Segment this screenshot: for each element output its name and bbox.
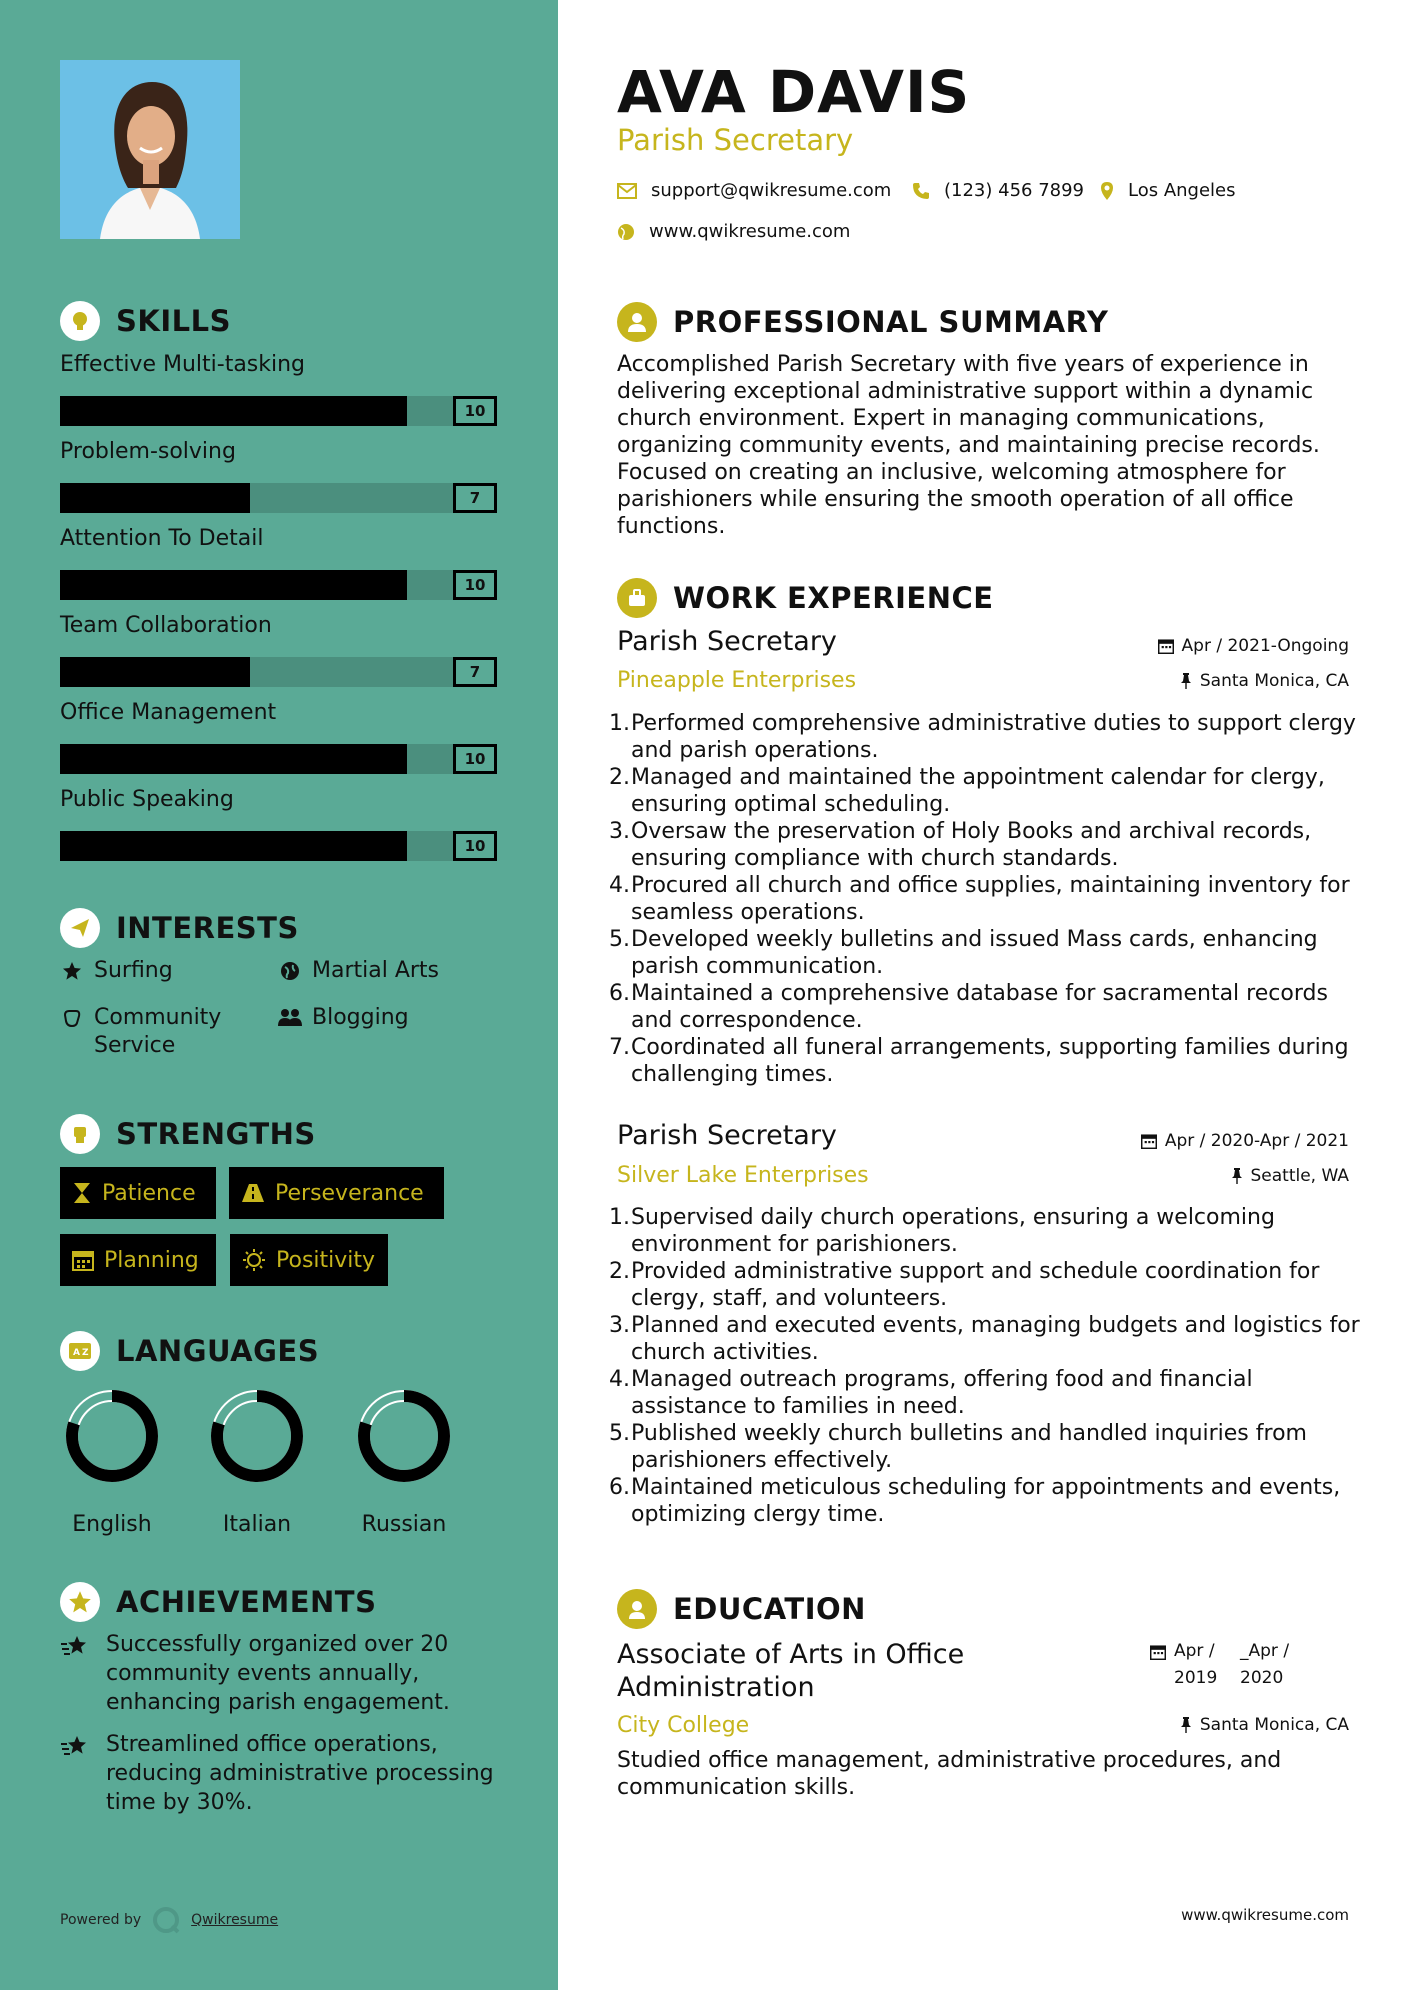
globe-icon — [278, 957, 302, 985]
skill-item — [60, 524, 497, 600]
lightbulb-icon — [60, 301, 100, 341]
education-description: Studied office management, administrative procedures, and communication skills. — [617, 1748, 1282, 1800]
achievements-header — [60, 1582, 376, 1622]
bullet-text: Planned and executed events, managing budgets and logistics for church activities. — [631, 1313, 1360, 1365]
star-icon — [60, 1630, 94, 1717]
job-company: Pineapple Enterprises — [617, 668, 857, 693]
contact-website: www.qwikresume.com — [617, 221, 850, 242]
bullet-text: Oversaw the preservation of Holy Books and archival records, ensuring compliance with church standards. — [631, 819, 1312, 871]
job-bullet — [609, 1420, 1367, 1474]
interests-title: INTERESTS — [116, 911, 299, 945]
skill-item — [60, 698, 497, 774]
footer-url[interactable]: www.qwikresume.com — [1181, 1906, 1349, 1924]
job-bullet — [609, 872, 1367, 926]
paper-plane-icon — [60, 908, 100, 948]
contact-phone: (123) 456 7899 — [912, 180, 1084, 201]
job-location: Seattle, WA — [1231, 1166, 1350, 1186]
language-name: English — [72, 1512, 152, 1537]
skill-name: Public Speaking — [60, 787, 234, 812]
language-level-ring — [62, 1386, 162, 1486]
job-dates: Apr / 2021-Ongoing — [1158, 636, 1349, 656]
achievements-title: ACHIEVEMENTS — [116, 1585, 377, 1619]
bullet-number: 5. — [609, 1421, 630, 1446]
profile-photo — [60, 60, 240, 239]
bullet-number: 2. — [609, 765, 630, 790]
job-bullet — [609, 764, 1367, 818]
graduate-icon — [617, 1589, 657, 1629]
skill-item — [60, 350, 497, 426]
job-bullet — [609, 980, 1367, 1034]
job-bullet — [609, 818, 1367, 872]
language-name: Italian — [222, 1512, 292, 1537]
users-icon — [278, 1004, 302, 1032]
contact-location: Los Angeles — [1100, 180, 1236, 201]
work-header — [617, 578, 994, 618]
bullet-number: 1. — [609, 1205, 630, 1230]
calendar-icon — [72, 1249, 94, 1271]
bullet-number: 2. — [609, 1259, 630, 1284]
skill-bar-fill — [60, 396, 407, 426]
skill-bar — [60, 396, 497, 426]
bullet-number: 6. — [609, 1475, 630, 1500]
job-bullets — [609, 710, 1367, 1088]
skill-name: Problem-solving — [60, 439, 236, 464]
summary-header — [617, 302, 1108, 342]
work-title: WORK EXPERIENCE — [673, 581, 994, 615]
job-bullet — [609, 1204, 1367, 1258]
calendar-icon — [1158, 638, 1174, 654]
calendar-icon — [1141, 1133, 1157, 1149]
star-icon — [60, 957, 84, 985]
skill-bar — [60, 831, 497, 861]
bullet-text: Supervised daily church operations, ensuring a welcoming environment for parishioners. — [631, 1205, 1275, 1257]
bullet-text: Coordinated all funeral arrangements, supporting families during challenging times. — [631, 1035, 1349, 1087]
language-level-ring — [207, 1386, 307, 1486]
skill-level-value: 7 — [453, 483, 497, 513]
strength-chip: Perseverance — [229, 1167, 444, 1219]
education-header — [617, 1589, 866, 1629]
user-icon — [617, 302, 657, 342]
bullet-number: 5. — [609, 927, 630, 952]
skill-bar-fill — [60, 483, 250, 513]
candidate-role: Parish Secretary — [617, 123, 854, 157]
languages-header — [60, 1331, 319, 1371]
bullet-text: Managed outreach programs, offering food and financial assistance to families in need. — [631, 1367, 1253, 1419]
map-pin-icon — [1100, 181, 1114, 201]
language-level-ring — [354, 1386, 454, 1486]
skill-level-value: 10 — [453, 744, 497, 774]
strengths-header — [60, 1114, 316, 1154]
skill-bar — [60, 657, 497, 687]
language-item — [344, 1386, 464, 1537]
job-company: Silver Lake Enterprises — [617, 1163, 869, 1188]
envelope-icon — [617, 183, 637, 199]
pushpin-icon — [1180, 673, 1192, 689]
job-title: Parish Secretary — [617, 626, 837, 657]
contact-email: support@qwikresume.com — [617, 180, 891, 201]
bullet-text: Published weekly church bulletins and handled inquiries from parishioners effectively. — [631, 1421, 1307, 1473]
strength-chip: Planning — [60, 1234, 216, 1286]
briefcase-icon — [617, 578, 657, 618]
bullet-number: 1. — [609, 711, 630, 736]
road-icon — [241, 1183, 265, 1203]
achievement-item: Streamlined office operations, reducing administrative processing time by 30%. — [60, 1730, 500, 1817]
job-bullet — [609, 1366, 1367, 1420]
bullet-number: 6. — [609, 981, 630, 1006]
language-item — [52, 1386, 172, 1537]
skill-item — [60, 785, 497, 861]
job-bullets — [609, 1204, 1367, 1528]
fist-icon — [60, 1114, 100, 1154]
language-icon — [60, 1331, 100, 1371]
calendar-icon — [1150, 1644, 1166, 1660]
job-bullet — [609, 1034, 1367, 1088]
qwikresume-logo-icon — [151, 1905, 181, 1935]
sun-icon — [242, 1248, 266, 1272]
strength-chip: Positivity — [230, 1234, 388, 1286]
strength-chip: Patience — [60, 1167, 216, 1219]
bullet-number: 4. — [609, 1367, 630, 1392]
skill-level-value: 10 — [453, 570, 497, 600]
job-dates: Apr / 2020-Apr / 2021 — [1141, 1131, 1349, 1151]
education-location: Santa Monica, CA — [1180, 1715, 1349, 1735]
summary-title: PROFESSIONAL SUMMARY — [673, 305, 1109, 339]
powered-by: Powered by Qwikresume — [60, 1905, 278, 1935]
interests-header — [60, 908, 299, 948]
skill-bar — [60, 483, 497, 513]
degree-title: Associate of Arts in Office Administration — [617, 1639, 965, 1703]
job-bullet — [609, 1474, 1367, 1528]
strengths-title: STRENGTHS — [116, 1117, 316, 1151]
skill-level-value: 10 — [453, 831, 497, 861]
bullet-text: Provided administrative support and schedule coordination for clergy, staff, and volunteers. — [631, 1259, 1320, 1311]
school-name: City College — [617, 1713, 750, 1738]
svg-text:Z: Z — [82, 1348, 89, 1358]
education-dates: Apr / 2019 _Apr / 2020 — [1150, 1638, 1300, 1692]
interest-item: Surfing — [60, 957, 173, 985]
sidebar — [0, 0, 558, 1990]
bullet-text: Procured all church and office supplies, maintaining inventory for seamless operations. — [631, 873, 1350, 925]
language-name: Russian — [361, 1512, 447, 1537]
skill-level-value: 10 — [453, 396, 497, 426]
bullet-text: Performed comprehensive administrative duties to support clergy and parish operations. — [631, 711, 1356, 763]
bullet-text: Maintained a comprehensive database for sacramental records and correspondence. — [631, 981, 1328, 1033]
job-bullet — [609, 1258, 1367, 1312]
language-item — [197, 1386, 317, 1537]
hand-icon — [60, 1004, 84, 1032]
skill-name: Effective Multi-tasking — [60, 352, 306, 377]
job-bullet — [609, 1312, 1367, 1366]
skill-bar-fill — [60, 657, 250, 687]
interest-item: Community Service — [60, 1004, 260, 1060]
interest-item: Martial Arts — [278, 957, 439, 985]
skill-item — [60, 611, 497, 687]
svg-text:A: A — [73, 1348, 80, 1358]
skill-level-value: 7 — [453, 657, 497, 687]
interest-item: Blogging — [278, 1004, 409, 1032]
job-bullet — [609, 926, 1367, 980]
star-icon — [60, 1730, 94, 1817]
skill-bar-fill — [60, 744, 407, 774]
job-location: Santa Monica, CA — [1180, 671, 1349, 691]
bullet-number: 7. — [609, 1035, 630, 1060]
bullet-number: 4. — [609, 873, 630, 898]
pushpin-icon — [1231, 1168, 1243, 1184]
bullet-text: Maintained meticulous scheduling for appointments and events, optimizing clergy time. — [631, 1475, 1341, 1527]
brand-link[interactable]: Qwikresume — [191, 1912, 279, 1928]
bullet-number: 3. — [609, 1313, 630, 1338]
bullet-text: Managed and maintained the appointment calendar for clergy, ensuring optimal scheduling. — [631, 765, 1325, 817]
skill-bar-fill — [60, 831, 407, 861]
skill-bar-fill — [60, 570, 407, 600]
skill-name: Attention To Detail — [60, 526, 264, 551]
skill-name: Office Management — [60, 700, 277, 725]
globe-icon — [617, 223, 635, 241]
bullet-text: Developed weekly bulletins and issued Mass cards, enhancing parish communication. — [631, 927, 1318, 979]
job-bullet — [609, 710, 1367, 764]
education-title: EDUCATION — [673, 1592, 866, 1626]
skill-bar — [60, 744, 497, 774]
job-title: Parish Secretary — [617, 1120, 837, 1151]
hourglass-icon — [72, 1181, 92, 1205]
skill-item — [60, 437, 497, 513]
star-badge-icon — [60, 1582, 100, 1622]
skill-name: Team Collaboration — [60, 613, 272, 638]
skills-title: SKILLS — [116, 304, 231, 338]
candidate-name: AVA DAVIS — [617, 58, 971, 126]
phone-icon — [912, 182, 930, 200]
languages-title: LANGUAGES — [116, 1334, 320, 1368]
summary-text: Accomplished Parish Secretary with five years of experience in delivering exceptional administrative support within a dynamic church environment. Expert in managing communications, organizing community events, and maintaining precise records. Focused on creating an inclusive, welcoming atmosphere for parishioners while ensuring the smooth operation of all office functions. — [617, 352, 1320, 539]
pushpin-icon — [1180, 1717, 1192, 1733]
skills-header — [60, 301, 231, 341]
achievement-item: Successfully organized over 20 community events annually, enhancing parish engagement. — [60, 1630, 500, 1717]
bullet-number: 3. — [609, 819, 630, 844]
skill-bar — [60, 570, 497, 600]
